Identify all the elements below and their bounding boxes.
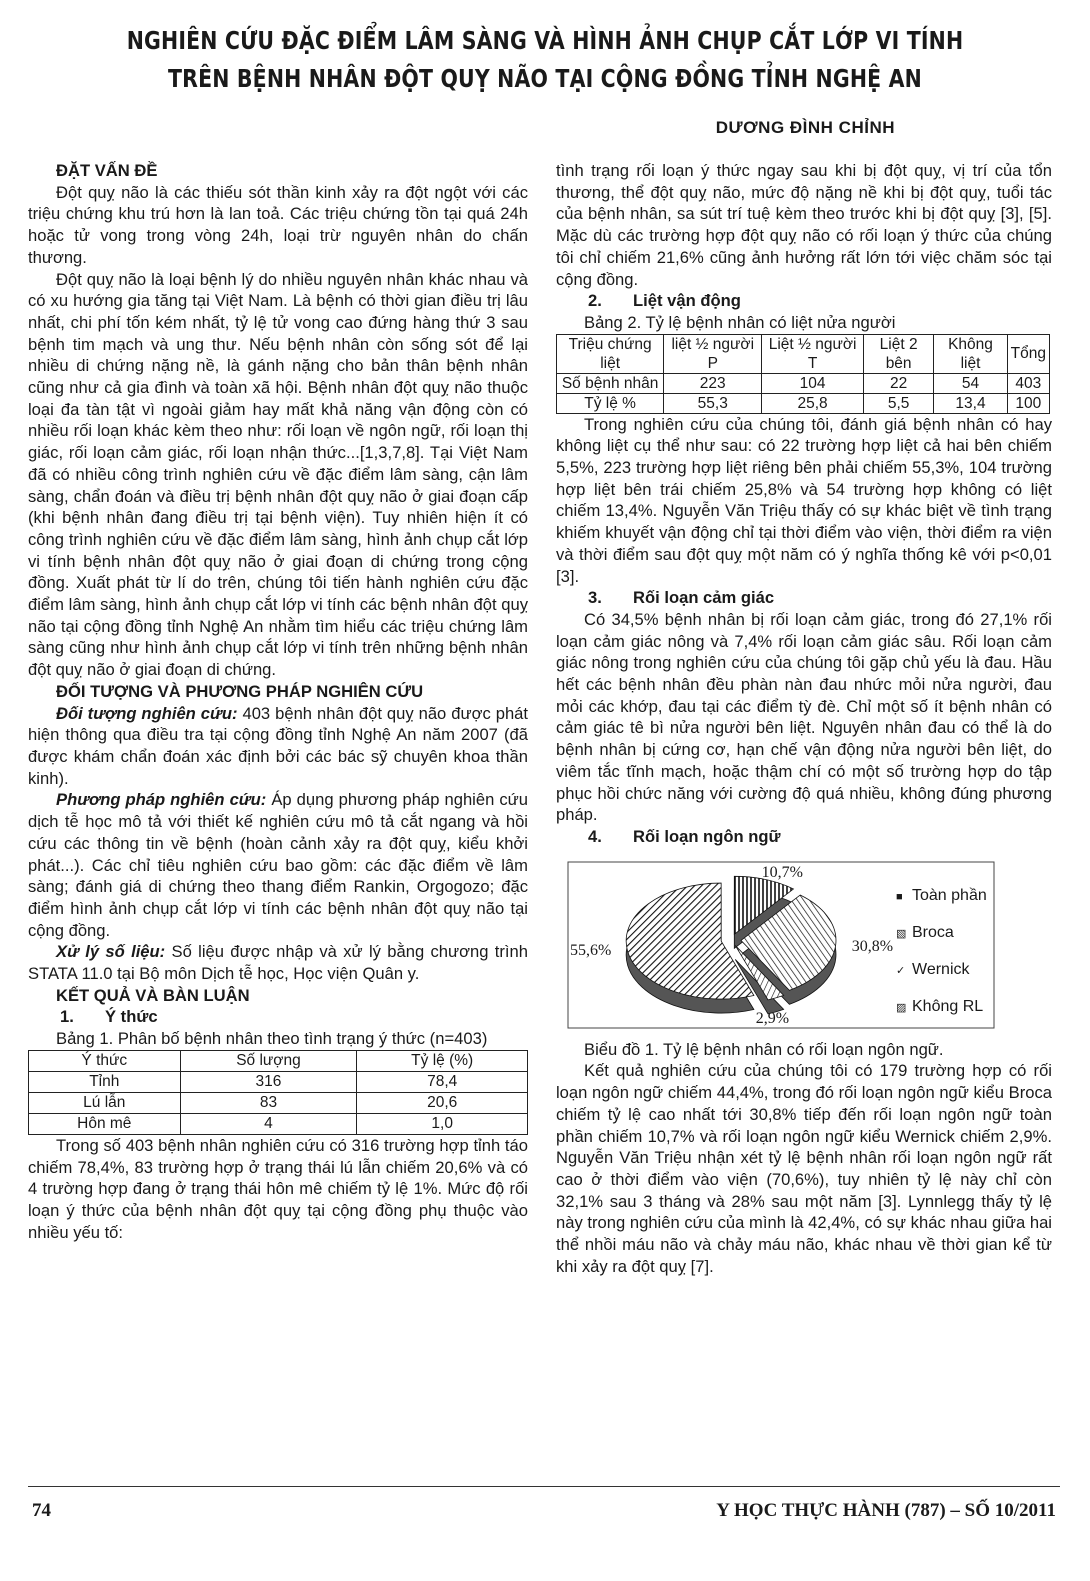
section-4-title: Rối loạn ngôn ngữ <box>633 826 781 846</box>
section-4-number: 4. <box>588 826 602 846</box>
results-1-paragraph: Trong số 403 bệnh nhân nghiên cứu có 316 trường hợp tỉnh táo chiếm 78,4%, 83 trường hợp ở trạng thái lú lẫn chiếm 20,6% và có 4 trường hợp đang ở trạng thái hôn mê chiếm tỷ lệ 1%. Mức độ rối loạn ý thức của bệnh nhân đột quỵ tại cộng đồng phụ thuộc vào nhiều yếu tố: <box>28 1135 528 1242</box>
table-2 <box>556 334 1050 414</box>
section-3-title: Rối loạn cảm giác <box>633 588 775 608</box>
legend-label: Không RL <box>912 997 984 1015</box>
table-cell: Lú lẫn <box>29 1092 181 1113</box>
table-2-header-cell: liệt ½ người P <box>664 334 762 373</box>
table-cell: 78,4 <box>357 1071 528 1092</box>
author-name: DƯƠNG ĐÌNH CHỈNH <box>715 118 895 137</box>
legend-item <box>896 989 987 1026</box>
legend-marker-icon: ▨ <box>896 1001 907 1014</box>
section-2-number: 2. <box>588 291 602 311</box>
section-3-number: 3. <box>588 588 602 608</box>
pie-label-khong-rl: 55,6% <box>570 942 612 960</box>
table-row <box>29 1113 528 1134</box>
table-cell: 13,4 <box>934 393 1007 413</box>
table-cell: Số bệnh nhân <box>557 373 664 393</box>
legend-item <box>896 878 987 915</box>
data-processing-label: Xử lý số liệu: <box>56 942 166 962</box>
intro-paragraph-1: Đột quỵ não là các thiếu sót thần kinh xảy ra đột ngột với các triệu chứng khu trú hơn là lan toả. Các triệu chứng tồn tại quá 24h hoặc tử vong trong vòng 24h, loại trừ nguyên nhân do chấn thương. <box>28 182 528 267</box>
continued-paragraph: tình trạng rối loạn ý thức ngay sau khi bị đột quỵ, vị trí của tổn thương, thể đột quỵ não, mức độ nặng nề khi bị đột quỵ, tuổi tác của bệnh nhân, sa sút trí tuệ kèm theo trước khi bị đột quỵ [3], [5]. Mặc dù các trường hợp đột quỵ não có rối loạn ý thức của chúng tôi chỉ chiếm 21,6% cũng ảnh hưởng rất lớn tới việc chăm sóc tại cộng đồng. <box>556 161 1052 289</box>
legend-label: Toàn phần <box>912 886 987 904</box>
figure-1-caption: Biểu đồ 1. Tỷ lệ bệnh nhân có rối loạn ngôn ngữ. <box>584 1039 944 1059</box>
table-1-header-cell: Số lượng <box>180 1050 357 1071</box>
subjects-paragraph <box>28 703 528 790</box>
page-number: 74 <box>32 1500 51 1521</box>
legend-item <box>896 952 987 989</box>
legend-label: Wernick <box>912 960 970 978</box>
table-2-header-row <box>557 334 1050 373</box>
legend-marker-icon: ✓ <box>896 964 906 977</box>
footer-rule <box>28 1486 1060 1487</box>
section-1-number: 1. <box>60 1007 74 1027</box>
table-cell: 1,0 <box>357 1113 528 1134</box>
results-3-paragraph: Có 34,5% bệnh nhân bị rối loạn cảm giác, trong đó 27,1% rối loạn cảm giác nông và 7,4% rối loạn cảm giác sâu. Rối loạn cảm giác nông trong nghiên cứu của chúng tôi gặp chủ yếu là đau. Hầu hết các bệnh nhân đều phàn nàn đau nhức mỏi nửa người, đau mỏi các khớp, đau tại các điểm tỳ đè. Chỉ một số ít bệnh nhân có cảm giác tê bì nửa người bên liệt. Nguyên nhân đau có thể là do bệnh nhân bị cứng cơ, hạn chế vận động nửa người bên liệt, do viêm tắc tĩnh mạch, hoặc thậm chí có một số trường hợp do tập phục hồi chức năng với cường độ quá nhiều, không đúng phương pháp. <box>556 609 1052 825</box>
table-cell: 5,5 <box>863 393 933 413</box>
results-2-paragraph: Trong nghiên cứu của chúng tôi, đánh giá bệnh nhân có hay không liệt cụ thể như sau: có 22 trường hợp liệt cả hai bên chiếm 5,5%, 223 trường hợp liệt riêng bên phải chiếm 55,3%, 104 trường hợp liệt bên trái chiếm 25,8% và 54 trường hợp không có liệt chiếm 13,4%. Nguyễn Văn Triệu thấy có sự khác biệt về tình trạng khiếm khuyết vận động chỉ tại thời điểm vào viện, thời điểm ra viện và thời điểm sau đột quỵ một năm có ý nghĩa thống kê với p<0,01 [3]. <box>556 414 1052 586</box>
subjects-text: 403 bệnh nhân đột quỵ não được phát hiện thông qua điều tra tại cộng đồng tỉnh Nghệ An năm 2007 (đã được khám chẩn đoán xác định bởi các bác sỹ chuyên khoa thần kinh). <box>28 703 529 788</box>
table-cell: Hôn mê <box>29 1113 181 1134</box>
table-cell: 403 <box>1007 373 1049 393</box>
table-1-caption: Bảng 1. Phân bố bệnh nhân theo tình trạng ý thức (n=403) <box>56 1029 488 1049</box>
results-4-paragraph: Kết quả nghiên cứu của chúng tôi có 179 trường hợp có rối loạn ngôn ngữ chiếm 44,4%, trong đó rối loạn ngôn ngữ kiểu Broca chiếm tỷ lệ cao nhất tới 30,8% tiếp đến rối loạn ngôn ngữ toàn phần chiếm 10,7% và rối loạn ngôn ngữ kiểu Wernick chiếm 2,9%. Nguyễn Văn Triệu nhận xét tỷ lệ bệnh nhân rối loạn ngôn ngữ rất cao ở thời điểm vào viện (70,6%), tuy nhiên tỷ lệ này chỉ còn 32,1% sau 3 tháng và 28% sau một năm [3]. Lynnlegg thấy tỷ lệ này trong nghiên cứu của mình là 42,4%, có sự khác nhau giữa hai thể nhồi máu não và chảy máu não, khác nhau về thời gian kể từ khi xảy ra đột quỵ [7]. <box>556 1061 1052 1276</box>
table-row <box>557 393 1050 413</box>
table-2-header-cell: Liệt ½ người T <box>762 334 864 373</box>
table-2-header-cell: Tổng <box>1007 334 1049 373</box>
data-processing-text: Số liệu được nhập và xử lý bằng chương trình STATA 11.0 tại Bộ môn Dịch tễ học, Học viện Quân y. <box>28 942 528 984</box>
table-cell: 223 <box>664 373 762 393</box>
subjects-label: Đối tượng nghiên cứu: <box>56 703 238 723</box>
section-1-title: Ý thức <box>105 1007 158 1027</box>
table-2-header-cell: Không liệt <box>934 334 1007 373</box>
table-row <box>29 1092 528 1113</box>
chart-legend <box>896 878 987 1026</box>
section-4-heading <box>556 826 1052 848</box>
table-cell: 22 <box>863 373 933 393</box>
table-cell: 20,6 <box>357 1092 528 1113</box>
table-cell: 54 <box>934 373 1007 393</box>
legend-marker-icon: ▧ <box>896 927 907 940</box>
title-line-2: TRÊN BỆNH NHÂN ĐỘT QUỴ NÃO TẠI CỘNG ĐỒNG TỈNH NGHỆ AN <box>168 64 922 93</box>
table-cell: Tỷ lệ % <box>557 393 664 413</box>
right-column <box>556 160 1052 1277</box>
table-2-header-cell: Triệu chứng liệt <box>557 334 664 373</box>
table-row <box>29 1071 528 1092</box>
methods-paragraph <box>28 789 528 941</box>
pie-label-wernick: 2,9% <box>755 1009 790 1027</box>
journal-name: Y HỌC THỰC HÀNH (787) – SỐ 10/2011 <box>716 1500 1056 1521</box>
left-column <box>28 160 528 1243</box>
table-1-header-cell: Ý thức <box>29 1050 181 1071</box>
section-3-heading <box>556 587 1052 609</box>
section-2-heading <box>556 290 1052 312</box>
table-1 <box>28 1050 528 1135</box>
heading-results: KẾT QUẢ VÀ BÀN LUẬN <box>56 985 250 1005</box>
pie-label-toan-phan: 10,7% <box>761 863 803 881</box>
title-line-1: NGHIÊN CỨU ĐẶC ĐIỂM LÂM SÀNG VÀ HÌNH ẢNH CHỤP CẮT LỚP VI TÍNH <box>126 26 964 55</box>
table-cell: 4 <box>180 1113 357 1134</box>
methods-label: Phương pháp nghiên cứu: <box>56 790 267 810</box>
table-1-header-cell: Tỷ lệ (%) <box>357 1050 528 1071</box>
legend-label: Broca <box>912 923 954 941</box>
table-row <box>557 373 1050 393</box>
heading-methods: ĐỐI TƯỢNG VÀ PHƯƠNG PHÁP NGHIÊN CỨU <box>56 681 424 701</box>
table-cell: 100 <box>1007 393 1049 413</box>
table-2-header-cell: Liệt 2 bên <box>863 334 933 373</box>
table-cell: Tỉnh <box>29 1071 181 1092</box>
methods-text: Áp dụng phương pháp nghiên cứu dịch tễ học mô tả với thiết kế nghiên cứu mô tả cắt ngang và hồi cứu các thông tin về bệnh (hoàn cảnh xảy ra đột quỵ, kiểu khởi phát...). Các chỉ tiêu nghiên cứu bao gồm: các đặc điểm về lâm sàng; đánh giá di chứng theo thang điểm Rankin, Orgogozo; đặc điểm hình ảnh chụp cắt lớp vi tính các bệnh nhân đột quỵ não tại cộng đồng. <box>28 790 528 940</box>
intro-paragraph-2: Đột quỵ não là loại bệnh lý do nhiều nguyên nhân khác nhau và có xu hướng gia tăng tại Việt Nam. Là bệnh có thời gian điều trị lâu nhất, chi phí tốn kém nhất, tỷ lệ tử vong cao đứng hàng thứ 3 sau bệnh tim mạch và ung thư. Nếu bệnh nhân còn sống sót để lại nhiều di chứng nặng nề, là gánh nặng cho bản thân bệnh nhân cũng như cả gia đình và toàn xã hội. Bệnh nhân đột quỵ não thuộc loại đa tàn tật vì ngoài giảm hay mất khả năng vận động còn có nhiều rối loạn khác kèm theo như: rối loạn về ngôn ngữ, rối loạn thị giác, rối loạn cảm giác, rối loạn nhận thức...[1,3,7,8]. Tại Việt Nam đã có nhiều công trình nghiên cứu về đặc điểm lâm sàng, cận lâm sàng, chẩn đoán và điều trị bệnh nhân đột quỵ não ở giai đoạn cấp (khi bệnh nhân đang điều trị tại bệnh viện). Tuy nhiên hiện ít có công trình nghiên cứu về đặc điểm lâm sàng, hình ảnh chụp cắt lớp vi tính bệnh nhân đột quỵ não ở giai đoạn di chứng trong cộng đồng. Xuất phát từ lí do trên, chúng tôi tiến hành nghiên cứu đặc điểm lâm sàng, hình ảnh chụp cắt lớp vi tính các bệnh nhân đột quỵ não tại cộng đồng tỉnh Nghệ An nhằm tìm hiểu các triệu chứng lâm sàng cũng như hình ảnh chụp cắt lớp vi tính trên những bệnh nhân đột quỵ não ở giai đoạn di chứng. <box>28 269 528 680</box>
section-1-heading <box>28 1006 528 1028</box>
legend-marker-icon: ■ <box>896 890 903 903</box>
legend-item <box>896 915 987 952</box>
table-1-header-row <box>29 1050 528 1071</box>
table-cell: 25,8 <box>762 393 864 413</box>
table-cell: 55,3 <box>664 393 762 413</box>
pie-label-broca: 30,8% <box>851 938 894 956</box>
table-cell: 104 <box>762 373 864 393</box>
article-title <box>98 22 992 98</box>
table-cell: 83 <box>180 1092 357 1113</box>
language-disorder-chart <box>566 858 996 1033</box>
section-2-title: Liệt vận động <box>633 291 741 311</box>
heading-introduction: ĐẶT VẤN ĐỀ <box>56 161 158 180</box>
table-2-caption: Bảng 2. Tỷ lệ bệnh nhân có liệt nửa người <box>584 312 896 332</box>
table-cell: 316 <box>180 1071 357 1092</box>
data-processing-paragraph <box>28 941 528 984</box>
